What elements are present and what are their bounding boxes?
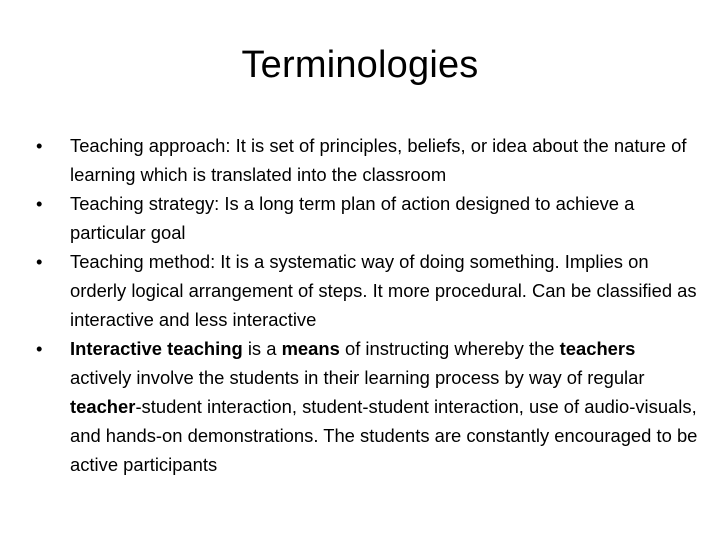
bullet-list xyxy=(36,131,698,479)
bullet-text: Teaching strategy: Is a long term plan of action designed to achieve a particular goal xyxy=(70,193,635,243)
bold-term: teachers xyxy=(559,338,636,359)
bullet-dot-icon: • xyxy=(36,251,43,272)
bold-term: teacher xyxy=(70,396,136,417)
text-fragment: of instructing whereby the xyxy=(339,338,560,359)
bullet-item-teaching-approach xyxy=(36,131,698,189)
text-fragment: is a xyxy=(242,338,282,359)
bullet-dot-icon: • xyxy=(36,193,43,214)
bullet-text: Teaching method: It is a systematic way of doing something. Implies on orderly logical arrangement of steps. It more procedural. Can be classified as interactive and less interactive xyxy=(70,251,697,330)
bullet-item-teaching-method xyxy=(36,247,698,334)
text-fragment: -student interaction, student-student interaction, use of audio-visuals, and hands-on demonstrations. The students are constantly encouraged to be active participants xyxy=(70,396,698,475)
bullet-item-interactive-teaching xyxy=(36,334,698,479)
bullet-text: Teaching approach: It is set of principles, beliefs, or idea about the nature of learning which is translated into the classroom xyxy=(70,135,687,185)
bullet-dot-icon: • xyxy=(36,338,43,359)
bold-term: means xyxy=(281,338,340,359)
slide-title: Terminologies xyxy=(241,44,479,86)
bullet-item-teaching-strategy xyxy=(36,189,698,247)
bullet-text xyxy=(70,338,697,475)
bullet-dot-icon: • xyxy=(36,135,43,156)
text-fragment: actively involve the students in their learning process by way of regular xyxy=(70,367,645,388)
bold-term: Interactive teaching xyxy=(70,338,243,359)
